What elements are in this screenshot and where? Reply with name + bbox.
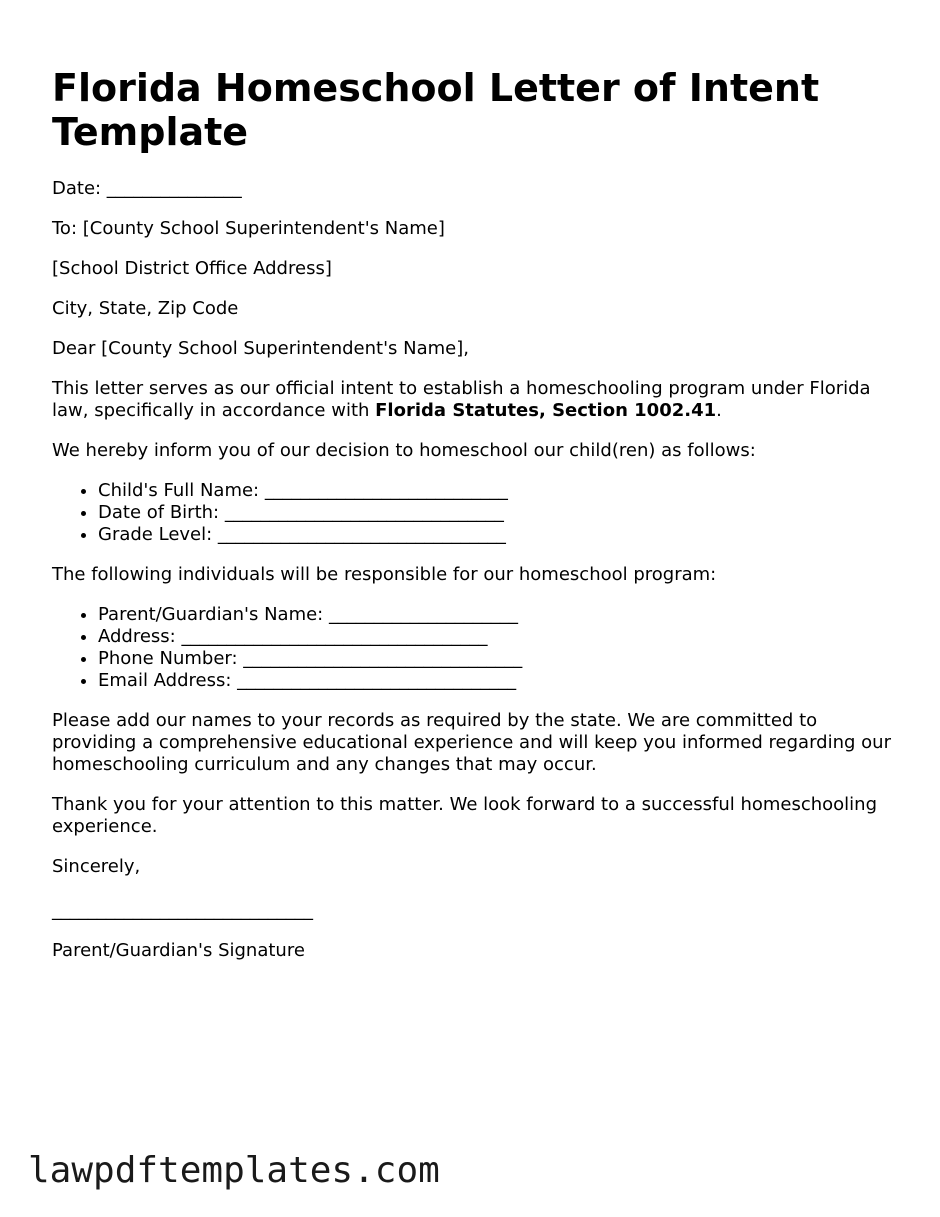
responsible-field-list bbox=[52, 604, 902, 692]
thanks-paragraph: Thank you for your attention to this matter. We look forward to a successful homeschooling experience. bbox=[52, 794, 878, 837]
city-state-zip-line: City, State, Zip Code bbox=[52, 298, 239, 319]
grade-level-field: • Grade Level: ________________________________ bbox=[98, 524, 902, 546]
email-address-field: • Email Address: _______________________________ bbox=[98, 670, 902, 692]
statute-reference: Florida Statutes, Section 1002.41 bbox=[375, 400, 717, 421]
signature-line: _____________________________ bbox=[52, 900, 313, 921]
signature-label: Parent/Guardian's Signature bbox=[52, 940, 305, 961]
intro-text-after: . bbox=[716, 400, 722, 421]
date-of-birth-field: • Date of Birth: _______________________________ bbox=[98, 502, 902, 524]
page-title: Florida Homeschool Letter of Intent Template bbox=[52, 66, 820, 154]
intro-paragraph bbox=[52, 378, 902, 422]
intro-text-before: This letter serves as our official intent to establish a homeschooling program under Florida law, specifically in accordance with bbox=[52, 378, 871, 421]
recipient-line: To: [County School Superintendent's Name] bbox=[52, 218, 445, 239]
children-intro: We hereby inform you of our decision to homeschool our child(ren) as follows: bbox=[52, 440, 756, 461]
letter-document bbox=[52, 66, 902, 980]
children-field-list bbox=[52, 480, 902, 546]
guardian-address-field: • Address: __________________________________ bbox=[98, 626, 902, 648]
responsible-intro: The following individuals will be responsible for our homeschool program: bbox=[52, 564, 717, 585]
phone-number-field: • Phone Number: _______________________________ bbox=[98, 648, 902, 670]
site-watermark: lawpdftemplates.com bbox=[28, 1150, 440, 1191]
closing: Sincerely, bbox=[52, 856, 141, 877]
address-line: [School District Office Address] bbox=[52, 258, 332, 279]
commitment-paragraph: Please add our names to your records as required by the state. We are committed to providing a comprehensive educational experience and will keep you informed regarding our homeschooling curriculum and any changes that may occur. bbox=[52, 710, 891, 775]
salutation: Dear [County School Superintendent's Name], bbox=[52, 338, 469, 359]
guardian-name-field: • Parent/Guardian's Name: _____________________ bbox=[98, 604, 902, 626]
date-line: Date: _______________ bbox=[52, 178, 242, 199]
child-name-field: • Child's Full Name: ___________________________ bbox=[98, 480, 902, 502]
